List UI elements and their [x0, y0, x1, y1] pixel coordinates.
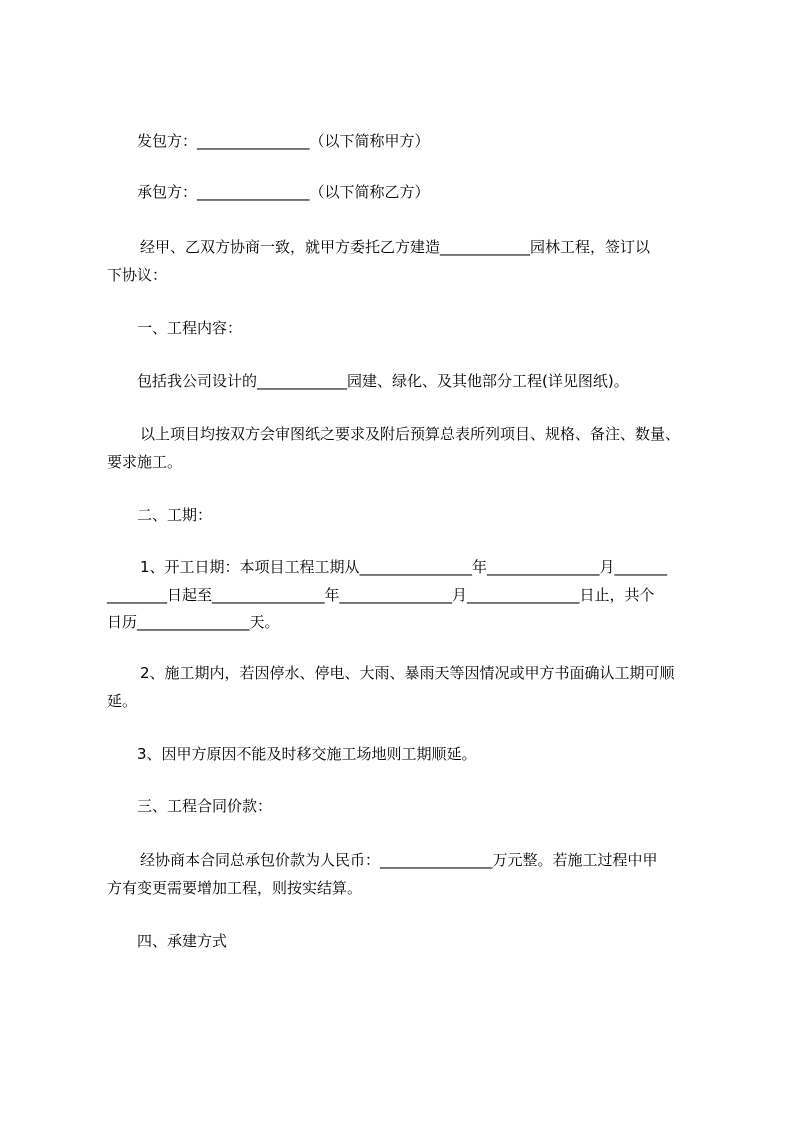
section-1-paragraph-2-line-1: 以上项目均按双方会审图纸之要求及附后预算总表所列项目、规格、备注、数量、: [140, 425, 681, 443]
section-2-item-1-line-3: 日历_______________天。: [107, 613, 280, 631]
section-2-item-3: 3、因甲方原因不能及时移交施工场地则工期顺延。: [137, 745, 477, 763]
section-1-heading: 一、工程内容：: [137, 319, 243, 337]
section-3-paragraph-line-2: 方有变更需要增加工程，则按实结算。: [107, 879, 363, 897]
section-2-item-2-line-1: 2、施工期内，若因停水、停电、大雨、暴雨天等因情况或甲方书面确认工期可顺: [140, 664, 675, 682]
section-3-heading: 三、工程合同价款：: [137, 797, 273, 815]
intro-line-2: 下协议：: [107, 266, 168, 284]
section-3-paragraph-line-1: 经协商本合同总承包价款为人民币：_______________万元整。若施工过程中甲: [140, 851, 658, 869]
section-2-item-1-line-2: ________日起至_______________年_______________月_______________日止，共个: [107, 586, 655, 604]
party-a-line: 发包方：_______________（以下简称甲方）: [137, 132, 430, 150]
section-1-paragraph-2-line-2: 要求施工。: [107, 453, 183, 471]
section-2-item-2-line-2: 延。: [107, 692, 138, 710]
party-b-line: 承包方：_______________（以下简称乙方）: [137, 183, 430, 201]
section-2-item-1-line-1: 1、开工日期：本项目工程工期从_______________年_______________月_______: [140, 558, 668, 576]
section-4-heading: 四、承建方式: [137, 932, 228, 950]
section-2-heading: 二、工期：: [137, 506, 213, 524]
section-1-paragraph-1: 包括我公司设计的____________园建、绿化、及其他部分工程(详见图纸)。: [137, 372, 629, 390]
intro-line-1: 经甲、乙双方协商一致，就甲方委托乙方建造____________园林工程，签订以: [140, 238, 651, 256]
